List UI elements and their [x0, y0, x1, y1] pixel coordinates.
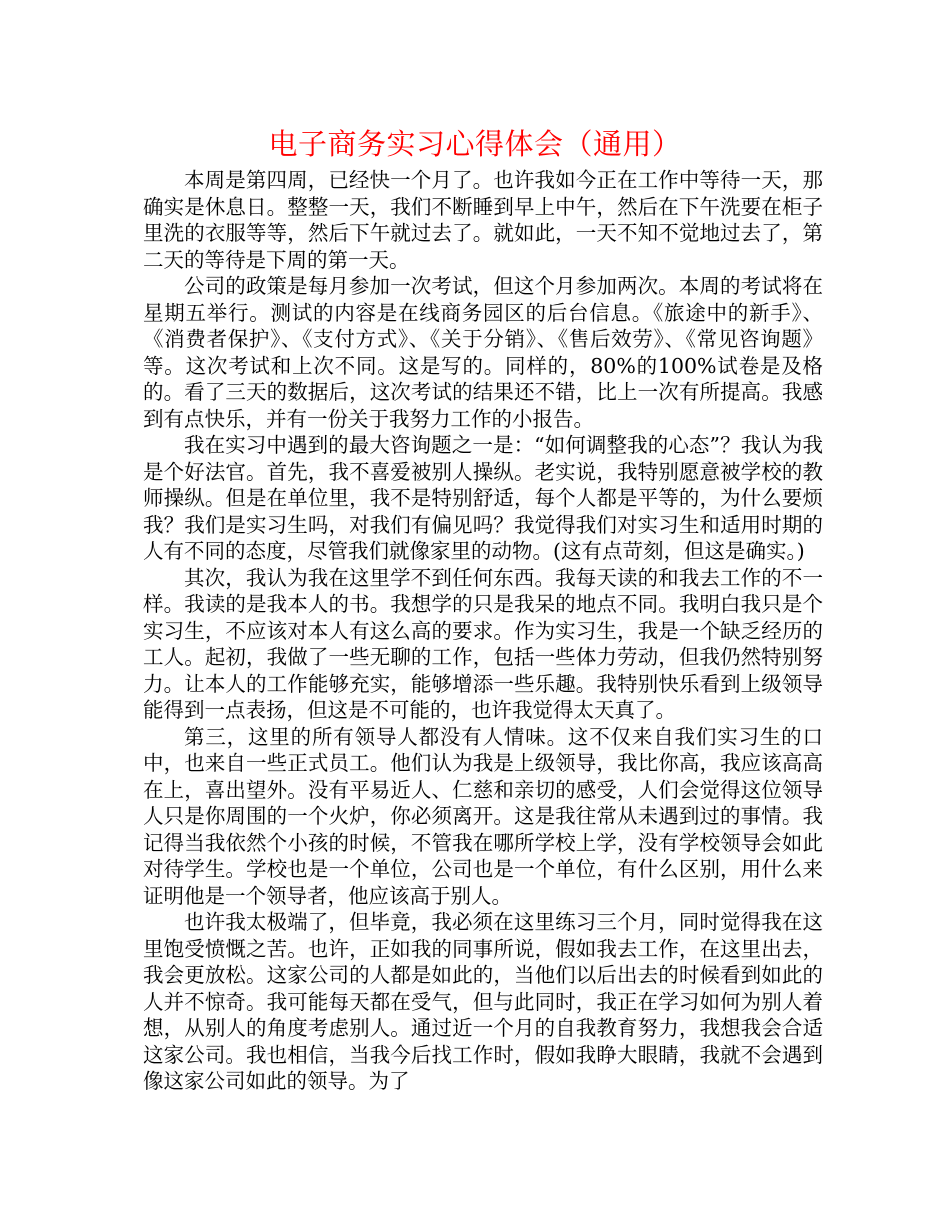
paragraph-2: 公司的政策是每月参加一次考试，但这个月参加两次。本周的考试将在星期五举行。测试的内容是在线商务园区的后台信息。《旅途中的新手》、《消费者保护》、《支付方式》、《关于分销》、《售后效劳》、《常见咨询题》等。这次考试和上次不同。这是写的。同样的，80%的100%试卷是及格的。看了三天的数据后，这次考试的结果还不错，比上一次有所提高。我感到有点快乐，并有一份关于我努力工作的小报告。: [143, 274, 823, 431]
paragraph-6: 也许我太极端了，但毕竟，我必须在这里练习三个月，同时觉得我在这里饱受愤慨之苦。也许，正如我的同事所说，假如我去工作，在这里出去，我会更放松。这家公司的人都是如此的，当他们以后出去的时候看到如此的人并不惊奇。我可能每天都在受气，但与此同时，我正在学习如何为别人着想，从别人的角度考虑别人。通过近一个月的自我教育努力，我想我会合适这家公司。我也相信，当我今后找工作时，假如我睁大眼睛，我就不会遇到像这家公司如此的领导。为了: [143, 910, 823, 1093]
paragraph-5: 第三，这里的所有领导人都没有人情味。这不仅来自我们实习生的口中，也来自一些正式员工。他们认为我是上级领导，我比你高，我应该高高在上，喜出望外。没有平易近人、仁慈和亲切的感受，人们会觉得这位领导人只是你周围的一个火炉，你必须离开。这是我往常从未遇到过的事情。我记得当我依然个小孩的时候，不管我在哪所学校上学，没有学校领导会如此对待学生。学校也是一个单位，公司也是一个单位，有什么区别，用什么来证明他是一个领导者，他应该高于别人。: [143, 724, 823, 908]
paragraph-4: 其次，我认为我在这里学不到任何东西。我每天读的和我去工作的不一样。我读的是我本人的书。我想学的只是我呆的地点不同。我明白我只是个实习生，不应该对本人有这么高的要求。作为实习生，我是一个缺乏经历的工人。起初，我做了一些无聊的工作，包括一些体力劳动，但我仍然特别努力。让本人的工作能够充实，能够增添一些乐趣。我特别快乐看到上级领导能得到一点表扬，但这是不可能的，也许我觉得太天真了。: [143, 565, 823, 722]
document-body: [143, 167, 823, 1095]
document-title: 电子商务实习心得体会（通用）: [268, 127, 682, 161]
paragraph-3: 我在实习中遇到的最大咨询题之一是：“如何调整我的心态”？我认为我是个好法官。首先，我不喜爱被别人操纵。老实说，我特别愿意被学校的教师操纵。但是在单位里，我不是特别舒适，每个人都是平等的，为什么要烦我？我们是实习生吗，对我们有偏见吗？我觉得我们对实习生和适用时期的人有不同的态度，尽管我们就像家里的动物。(这有点苛刻，但这是确实。): [143, 433, 823, 563]
paragraph-1: 本周是第四周，已经快一个月了。也许我如今正在工作中等待一天，那确实是休息日。整整一天，我们不断睡到早上中午，然后在下午洗要在柜子里洗的衣服等等，然后下午就过去了。就如此，一天不知不觉地过去了，第二天的等待是下周的第一天。: [143, 168, 823, 272]
